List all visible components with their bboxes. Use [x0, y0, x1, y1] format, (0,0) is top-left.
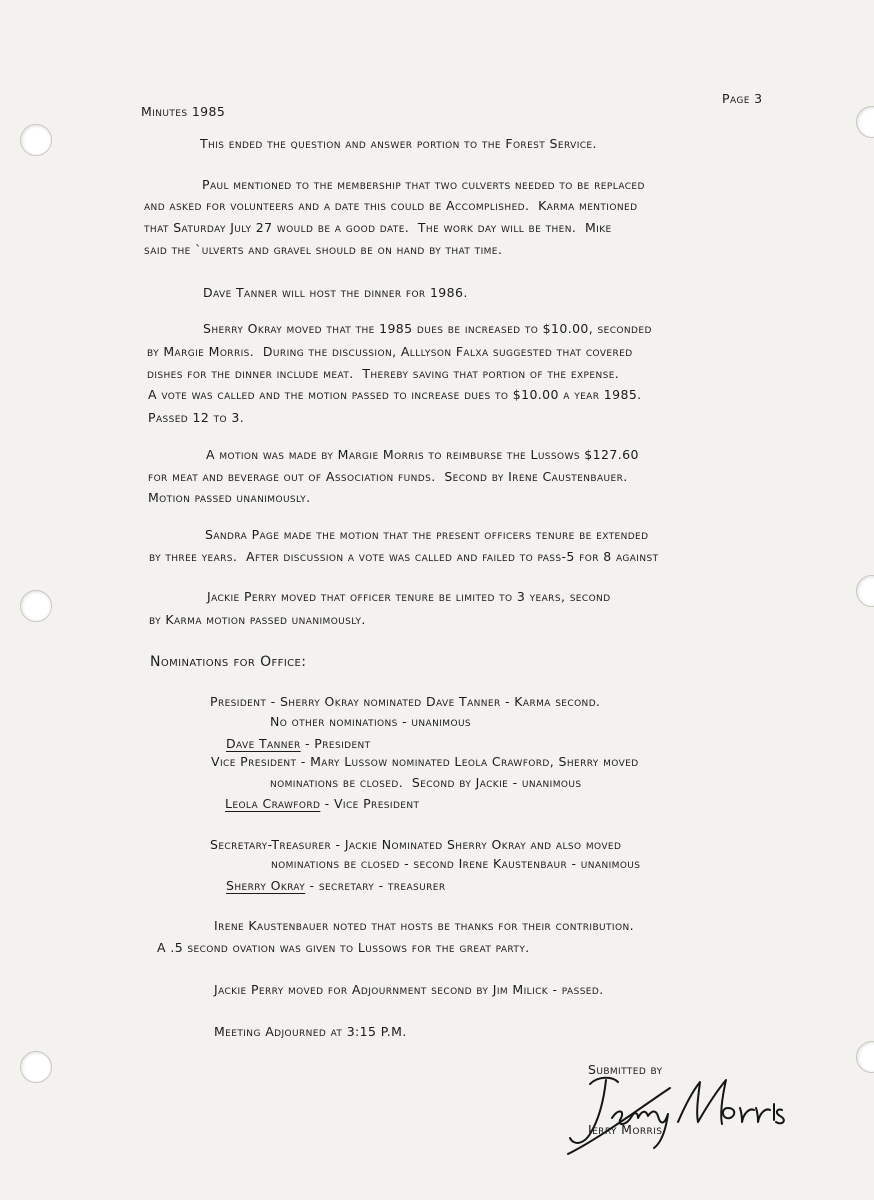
binder-hole-icon: [20, 1051, 52, 1083]
text-line: Motion passed unanimously.: [148, 490, 311, 505]
text-line: Secretary-Treasurer - Jackie Nominated Sherry Okray and also moved: [210, 837, 622, 852]
officer-name: Sherry Okray: [226, 878, 306, 893]
section-heading: Nominations for Office:: [150, 654, 307, 670]
text-line: Paul mentioned to the membership that two culverts needed to be replaced: [202, 177, 645, 192]
text-line: dishes for the dinner include meat. Thereby saving that portion of the expense.: [147, 366, 620, 381]
text-line: by Margie Morris. During the discussion, Alllyson Falxa suggested that covered: [147, 344, 633, 359]
text-line: nominations be closed. Second by Jackie - unanimous: [270, 775, 582, 790]
signer-printed-name: Jerry Morris: [588, 1122, 663, 1137]
text-line: A motion was made by Margie Morris to reimburse the Lussows $127.60: [206, 447, 639, 462]
officer-line: [226, 880, 446, 893]
text-line: Jackie Perry moved for Adjournment second by Jim Milick - passed.: [214, 982, 604, 997]
text-line: Passed 12 to 3.: [148, 410, 245, 425]
text-line: nominations be closed - second Irene Kaustenbaur - unanimous: [271, 856, 641, 871]
officer-role: - Vice President: [320, 796, 420, 811]
text-line: Vice President - Mary Lussow nominated Leola Crawford, Sherry moved: [211, 754, 639, 769]
officer-name: Dave Tanner: [226, 736, 301, 751]
officer-line: [226, 738, 371, 751]
header-title: Minutes 1985: [141, 104, 226, 119]
text-line: Sherry Okray moved that the 1985 dues be increased to $10.00, seconded: [203, 321, 652, 336]
text-line: said the `ulverts and gravel should be on hand by that time.: [144, 242, 503, 257]
text-line: Meeting Adjourned at 3:15 P.M.: [214, 1024, 407, 1039]
page-number: Page 3: [722, 91, 763, 106]
text-line: Dave Tanner will host the dinner for 1986.: [203, 285, 468, 300]
handwritten-signature: [560, 1068, 800, 1158]
officer-line: [225, 798, 419, 811]
text-line: that Saturday July 27 would be a good date. The work day will be then. Mike: [144, 220, 612, 235]
text-line: A vote was called and the motion passed to increase dues to $10.00 a year 1985.: [148, 387, 642, 402]
text-line: and asked for volunteers and a date this could be Accomplished. Karma mentioned: [144, 198, 638, 213]
binder-hole-icon: [856, 575, 874, 607]
binder-hole-icon: [20, 124, 52, 156]
submitted-by-label: Submitted by: [588, 1062, 663, 1077]
text-line: No other nominations - unanimous: [270, 714, 472, 729]
text-line: A .5 second ovation was given to Lussows for the great party.: [157, 940, 530, 955]
officer-role: - President: [300, 736, 371, 751]
binder-hole-icon: [856, 106, 874, 138]
text-line: by Karma motion passed unanimously.: [149, 612, 366, 627]
text-line: by three years. After discussion a vote was called and failed to pass-5 for 8 against: [149, 549, 659, 564]
text-line: This ended the question and answer portion to the Forest Service.: [200, 136, 597, 151]
text-line: President - Sherry Okray nominated Dave Tanner - Karma second.: [210, 694, 601, 709]
binder-hole-icon: [20, 590, 52, 622]
binder-hole-icon: [856, 1041, 874, 1073]
text-line: Sandra Page made the motion that the present officers tenure be extended: [205, 527, 649, 542]
officer-name: Leola Crawford: [225, 796, 321, 811]
officer-role: - secretary - treasurer: [305, 878, 446, 893]
text-line: Jackie Perry moved that officer tenure be limited to 3 years, second: [207, 589, 611, 604]
text-line: for meat and beverage out of Association funds. Second by Irene Caustenbauer.: [148, 469, 628, 484]
text-line: Irene Kaustenbauer noted that hosts be thanks for their contribution.: [214, 918, 634, 933]
